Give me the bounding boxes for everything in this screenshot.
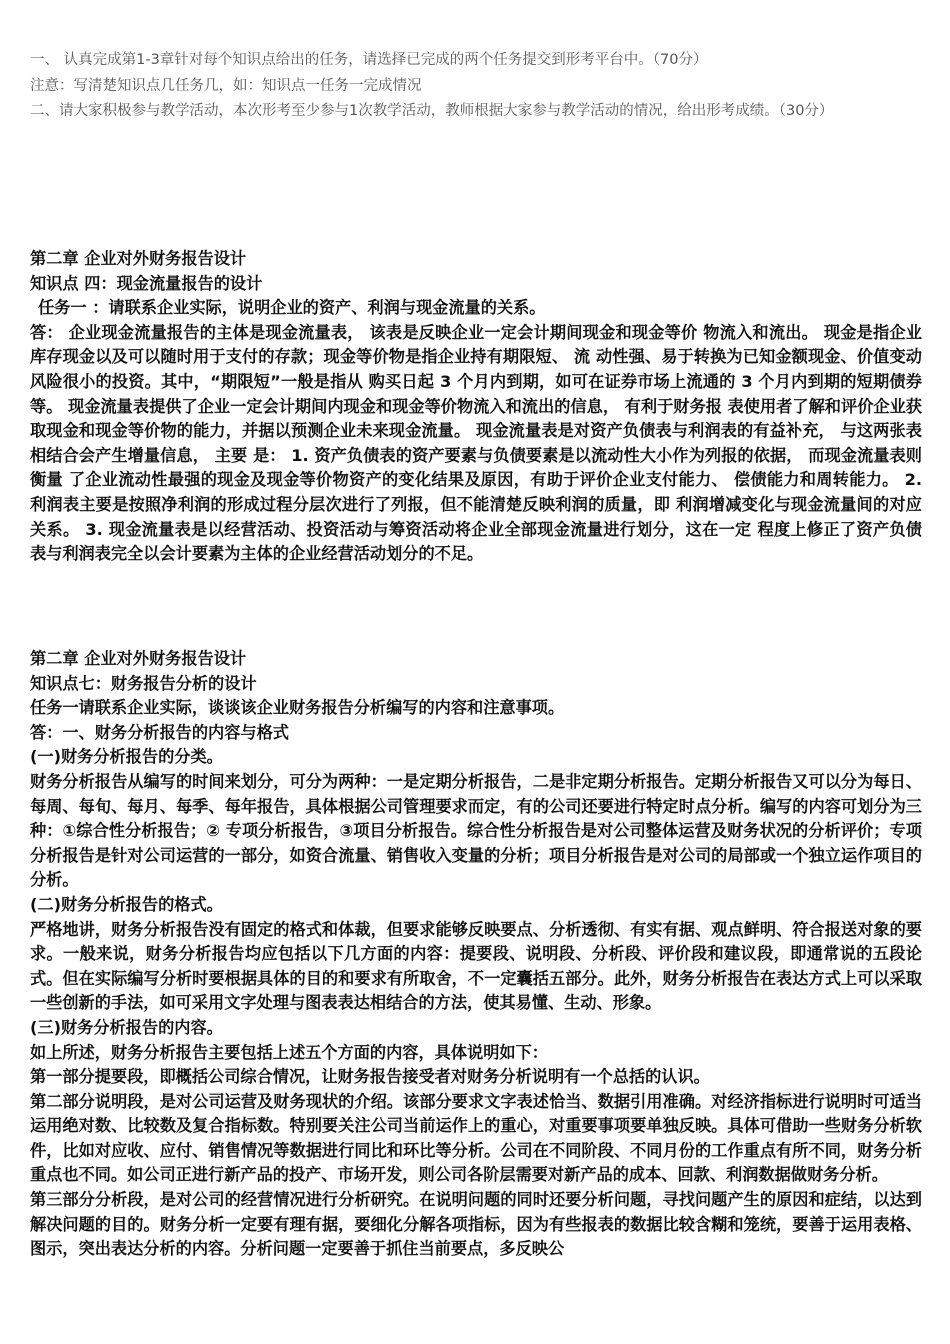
subsection-heading: (一)财务分析报告的分类。	[30, 747, 223, 767]
chapter-heading: 第二章 企业对外财务报告设计	[30, 649, 247, 668]
answer-paragraph: 答： 企业现金流量报告的主体是现金流量表， 该表是反映企业一定会计期间现金和现金等价 物流入和流出。 现金是指企业库存现金以及可以随时用于支付的存款；现金等价物是指企业持有期限短、 流 动性强、易于转换为已知金额现金、价值变动风险很小的投资。其中，“期限短”一般是指从 购买日起 3 个月内到期，如可在证券市场上流通的 3 个月内到期的短期债券等。 现金流量表提供了企业一定会计期间内现金和现金等价物流入和流出的信息， 有利于财务报 表使用者了解和评价企业获取现金和现金等价物的能力，并据以预测企业未来现金流量。 现金流量表是对资产负债表与利润表的有益补充， 与这两张表相结合会产生增量信息， 主要 是： 1. 资产负债表的资产要素与负债要素是以流动性大小作为列报的依据， 而现金流量表则衡量 了企业流动性最强的现金及现金等价物资产的变化结果及原因，有助于评价企业支付能力、 偿债能力和周转能力。 2. 利润表主要是按照净利润的形成过程分层次进行了列报，但不能清楚反映利润的质量，即 利润增减变化与现金流量间的对应关系。 3. 现金流量表是以经营活动、投资活动与筹资活动将企业全部现金流量进行划分，这在一定 程度上修正了资产负债表与利润表完全以会计要素为主体的企业经营活动划分的不足。	[30, 322, 922, 564]
subsection-heading: (三)财务分析报告的内容。	[30, 1017, 223, 1037]
knowledge-point-heading: 知识点七：财务报告分析的设计	[30, 673, 257, 693]
instruction-line-1: 一、 认真完成第1-3章针对每个知识点给出的任务，请选择已完成的两个任务提交到形考平台中。（70分）	[30, 52, 708, 68]
instruction-line-2: 二、请大家积极参与教学活动，本次形考至少参与1次教学活动，教师根据大家参与教学活动的情况，给出形考成绩。（30分）	[30, 103, 834, 119]
answer-heading: 答：一、财务分析报告的内容与格式	[30, 722, 289, 742]
part-paragraph: 第一部分提要段，即概括公司综合情况，让财务报告接受者对财务分析说明有一个总括的认识。	[30, 1067, 710, 1087]
section-cash-flow	[30, 247, 922, 567]
assignment-instructions	[30, 48, 926, 125]
subsection-heading: (二)财务分析报告的格式。	[30, 894, 223, 914]
part-paragraph: 第三部分分析段，是对公司的经营情况进行分析研究。在说明问题的同时还要分析问题，寻找问题产生的原因和症结，以达到解决问题的目的。财务分析一定要有理有据，要细化分解各项指标，因为有些报表的数据比较含糊和笼统，要善于运用表格、图示，突出表达分析的内容。分析问题一定要善于抓住当前要点，多反映公	[30, 1190, 922, 1259]
part-paragraph: 第二部分说明段，是对公司运营及财务现状的介绍。该部分要求文字表述恰当、数据引用准确。对经济指标进行说明时可适当运用绝对数、比较数及复合指标数。特别要关注公司当前运作上的重心，对重要事项要单独反映。具体可借助一些财务分析软件，比如对应收、应付、销售情况等数据进行同比和环比等分析。公司在不同阶段、不同月份的工作重点有所不同，财务分析重点也不同。如公司正进行新产品的投产、市场开发，则公司各阶层需要对新产品的成本、回款、利润数据做财务分析。	[30, 1091, 922, 1185]
task-prompt: 任务一 ：请联系企业实际，说明企业的资产、利润与现金流量的关系。	[38, 298, 546, 318]
subsection-paragraph: 严格地讲，财务分析报告没有固定的格式和体裁，但要求能够反映要点、分析透彻、有实有据、观点鲜明、符合报送对象的要求。一般来说，财务分析报告均应包括以下几方面的内容：提要段、说明段、分析段、评价段和建议段，即通常说的五段论式。但在实际编写分析时要根据具体的目的和要求有所取舍，不一定囊括五部分。此外，财务分析报告在表达方式上可以采取一些创新的手法，如可采用文字处理与图表表达相结合的方法，使其易懂、生动、形象。	[30, 919, 922, 1013]
knowledge-point-heading: 知识点 四：现金流量报告的设计	[30, 273, 263, 293]
subsection-paragraph: 财务分析报告从编写的时间来划分，可分为两种：一是定期分析报告，二是非定期分析报告。定期分析报告又可以分为每日、每周、每旬、每月、每季、每年报告，具体根据公司管理要求而定，有的公司还要进行特定时点分析。编写的内容可划分为三种：①综合性分析报告；② 专项分析报告，③项目分析报告。综合性分析报告是对公司整体运营及财务状况的分析评价；专项分析报告是针对公司运营的一部分，如资合流量、销售收入变量的分析；项目分析报告是对公司的局部或一个独立运作项目的分析。	[30, 771, 922, 890]
task-prompt: 任务一请联系企业实际，谈谈该企业财务报告分析编写的内容和注意事项。	[30, 698, 565, 718]
section-financial-analysis	[30, 647, 922, 1262]
chapter-heading: 第二章 企业对外财务报告设计	[30, 249, 247, 268]
instruction-note: 注意：写清楚知识点几任务几，如：知识点一任务一完成情况	[30, 77, 422, 94]
subsection-intro: 如上所述，财务分析报告主要包括上述五个方面的内容，具体说明如下：	[30, 1042, 548, 1062]
